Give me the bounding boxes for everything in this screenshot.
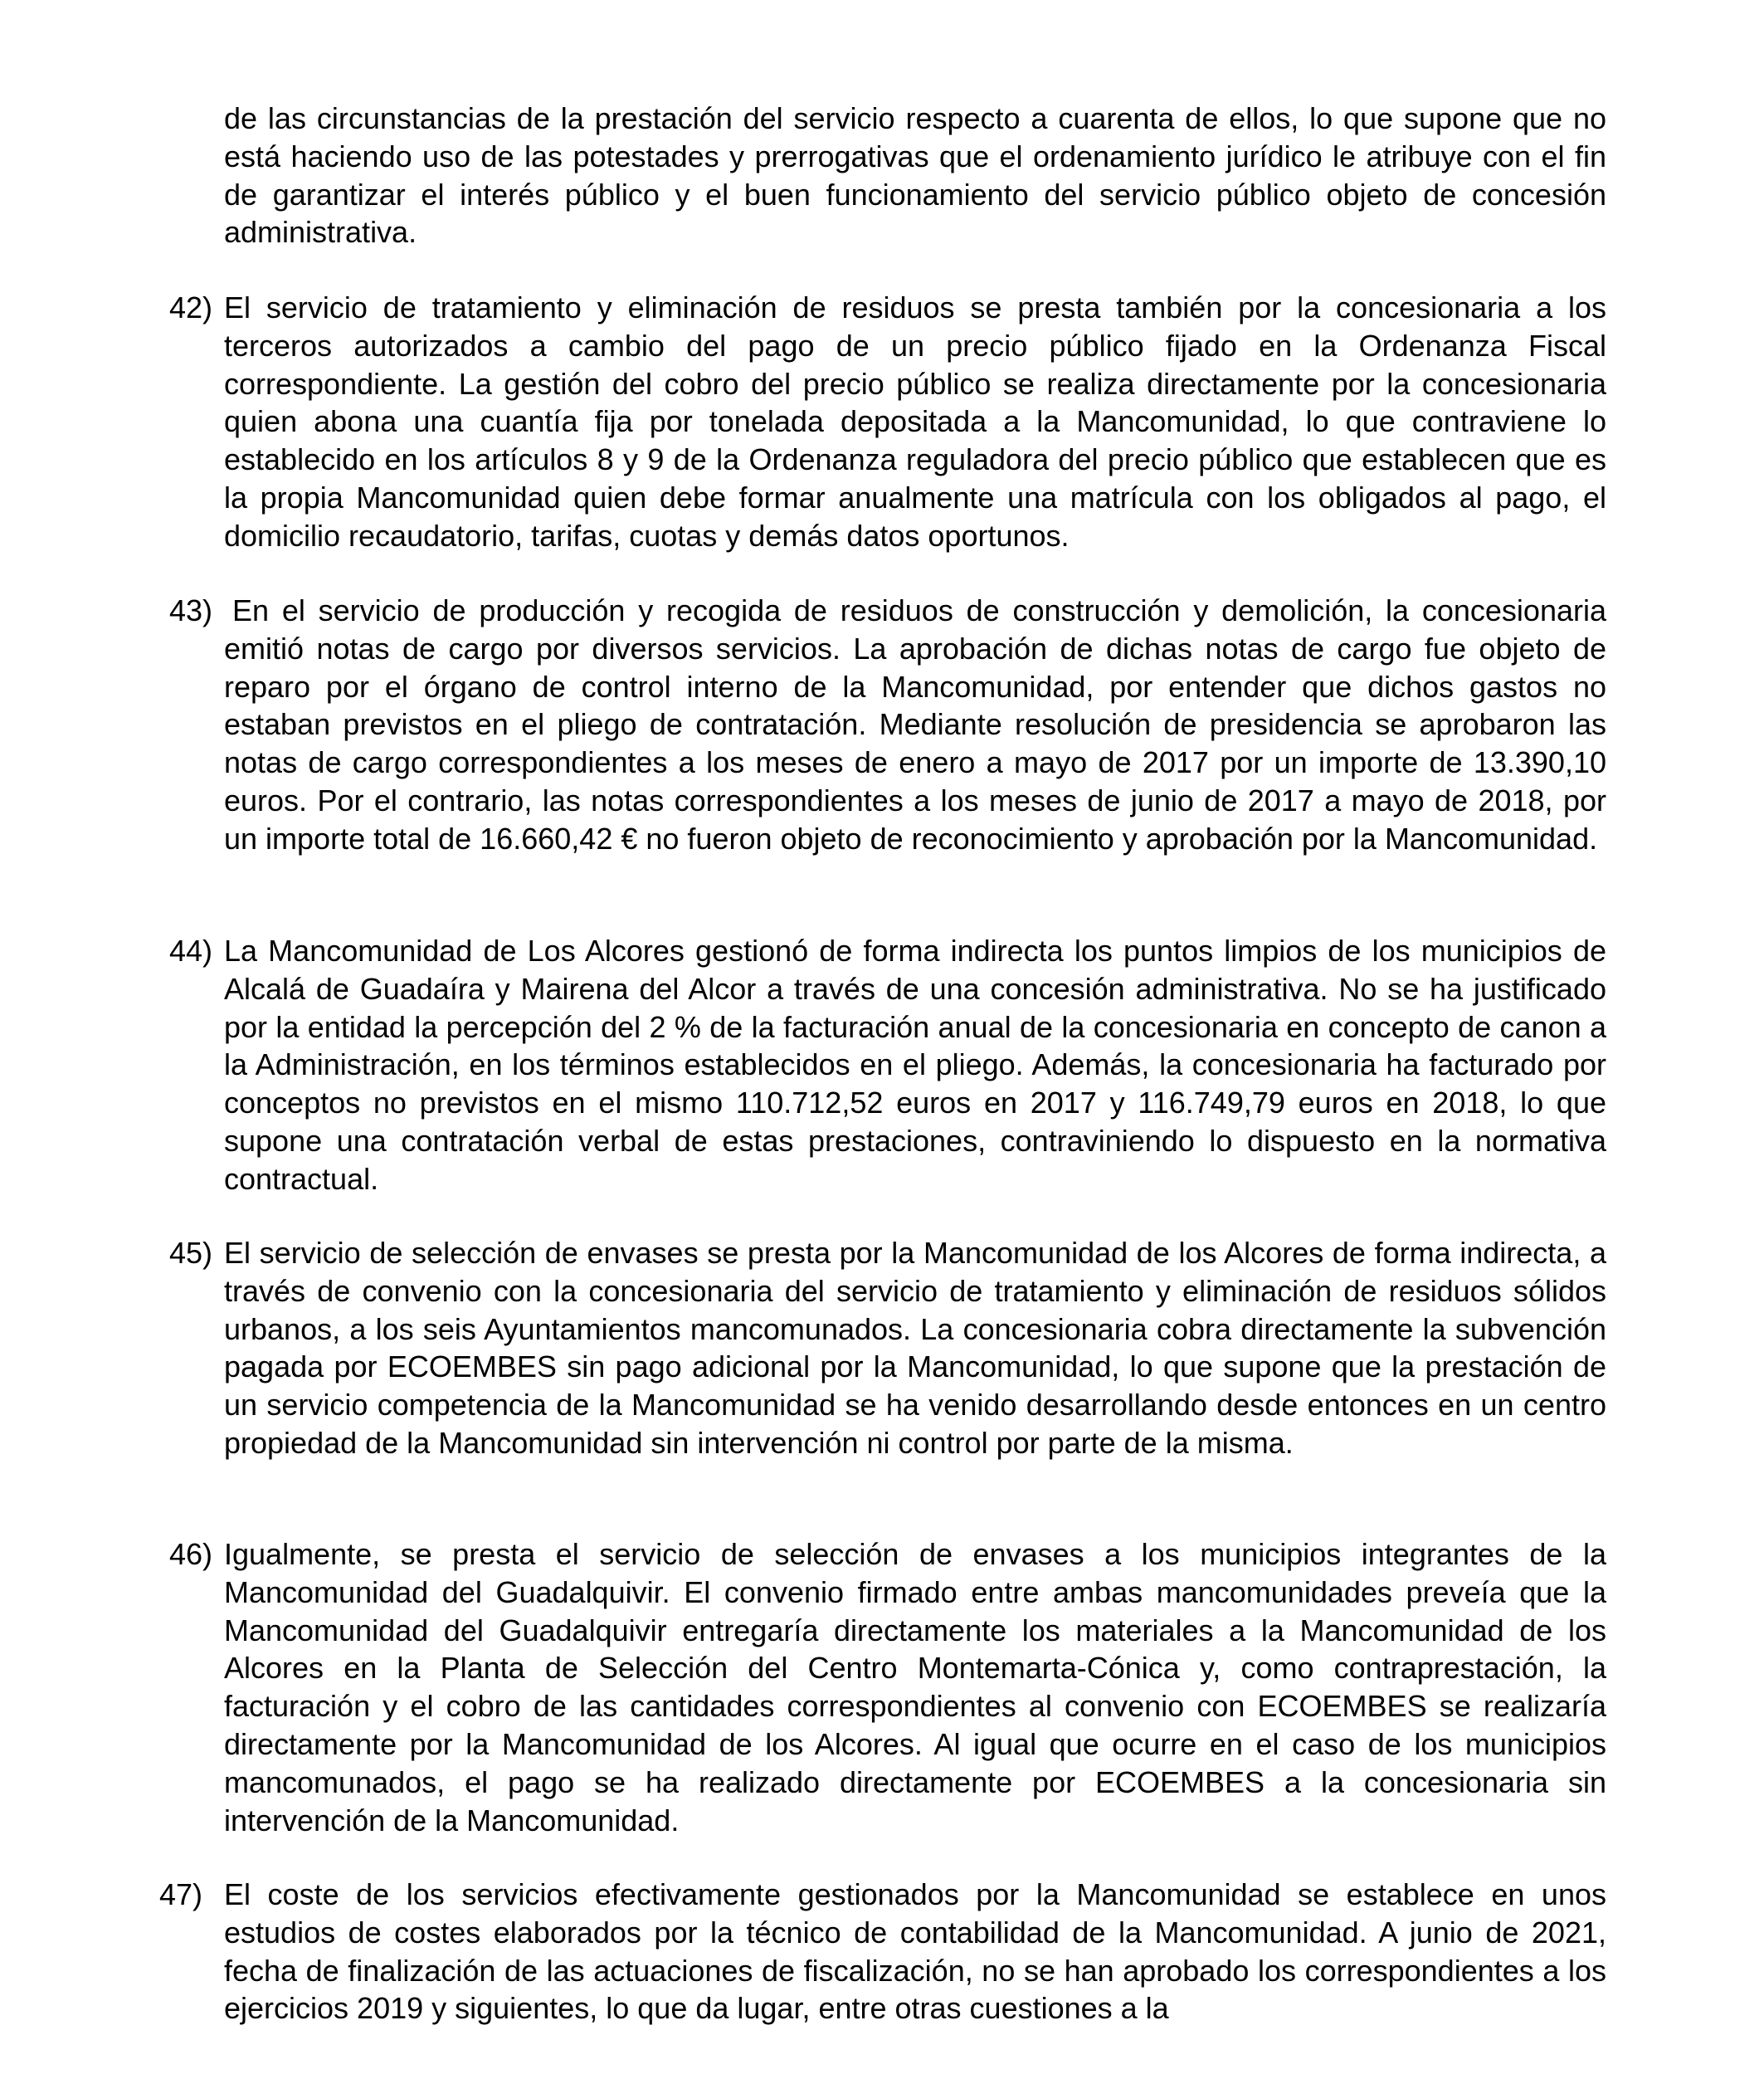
item-paragraph-44: La Mancomunidad de Los Alcores gestionó de forma indirecta los puntos limpios de los municipios de Alcalá de Guadaíra y Mairena del Alcor a través de una concesión administrativa. No se ha justificado por la entidad la percepción del 2 % de la facturación anual de la concesionaria en concepto de canon a la Administración, en los términos establecidos en el pliego. Además, la concesionaria ha facturado por conceptos no previstos en el mismo 110.712,52 euros en 2017 y 116.749,79 euros en 2018, lo que supone una contratación verbal de estas prestaciones, contraviniendo lo dispuesto en la normativa contractual. [224, 934, 1606, 1196]
item-number-42: 42) [169, 290, 213, 325]
item-paragraph-43: En el servicio de producción y recogida de residuos de construcción y demolición, la concesionaria emitió notas de cargo por diversos servicios. La aprobación de dichas notas de cargo fue objeto de reparo por el órgano de control interno de la Mancomunidad, por entender que dichos gastos no estaban previstos en el pliego de contratación. Mediante resolución de presidencia se aprobaron las notas de cargo correspondientes a los meses de enero a mayo de 2017 por un importe de 13.390,10 euros. Por el contrario, las notas correspondientes a los meses de junio de 2017 a mayo de 2018, por un importe total de 16.660,42 € no fueron objeto de reconocimiento y aprobación por la Mancomunidad. [224, 593, 1606, 856]
continuation-paragraph: de las circunstancias de la prestación del servicio respecto a cuarenta de ellos, lo que supone que no está haciendo uso de las potestades y prerrogativas que el ordenamiento jurídico le atribuye con el fin de garantizar el interés público y el buen funcionamiento del servicio público objeto de concesión administrativa. [224, 101, 1606, 250]
item-number-43: 43) [169, 593, 213, 627]
item-number-46: 46) [169, 1537, 213, 1571]
item-paragraph-42: El servicio de tratamiento y eliminación de residuos se presta también por la concesionaria a los terceros autorizados a cambio del pago de un precio público fijado en la Ordenanza Fiscal correspondiente. La gestión del cobro del precio público se realiza directamente por la concesionaria quien abona una cuantía fija por tonelada depositada a la Mancomunidad, lo que contraviene lo establecido en los artículos 8 y 9 de la Ordenanza reguladora del precio público que establecen que es la propia Mancomunidad quien debe formar anualmente una matrícula con los obligados al pago, el domicilio recaudatorio, tarifas, cuotas y demás datos oportunos. [224, 290, 1606, 553]
item-number-47: 47) [159, 1877, 203, 1911]
item-paragraph-46: Igualmente, se presta el servicio de selección de envases a los municipios integrantes de la Mancomunidad del Guadalquivir. El convenio firmado entre ambas mancomunidades preveía que la Mancomunidad del Guadalquivir entregaría directamente los materiales a la Mancomunidad de los Alcores en la Planta de Selección del Centro Montemarta-Cónica y, como contraprestación, la facturación y el cobro de las cantidades correspondientes al convenio con ECOEMBES se realizaría directamente por la Mancomunidad de los Alcores. Al igual que ocurre en el caso de los municipios mancomunados, el pago se ha realizado directamente por ECOEMBES a la concesionaria sin intervención de la Mancomunidad. [224, 1537, 1606, 1837]
item-number-45: 45) [169, 1236, 213, 1270]
item-paragraph-47: El coste de los servicios efectivamente gestionados por la Mancomunidad se establece en unos estudios de costes elaborados por la técnico de contabilidad de la Mancomunidad. A junio de 2021, fecha de finalización de las actuaciones de fiscalización, no se han aprobado los correspondientes a los ejercicios 2019 y siguientes, lo que da lugar, entre otras cuestiones a la [224, 1877, 1606, 2026]
item-number-44: 44) [169, 934, 213, 968]
item-paragraph-45: El servicio de selección de envases se presta por la Mancomunidad de los Alcores de forma indirecta, a través de convenio con la concesionaria del servicio de tratamiento y eliminación de residuos sólidos urbanos, a los seis Ayuntamientos mancomunados. La concesionaria cobra directamente la subvención pagada por ECOEMBES sin pago adicional por la Mancomunidad, lo que supone que la prestación de un servicio competencia de la Mancomunidad se ha venido desarrollando desde entonces en un centro propiedad de la Mancomunidad sin intervención ni control por parte de la misma. [224, 1236, 1606, 1460]
